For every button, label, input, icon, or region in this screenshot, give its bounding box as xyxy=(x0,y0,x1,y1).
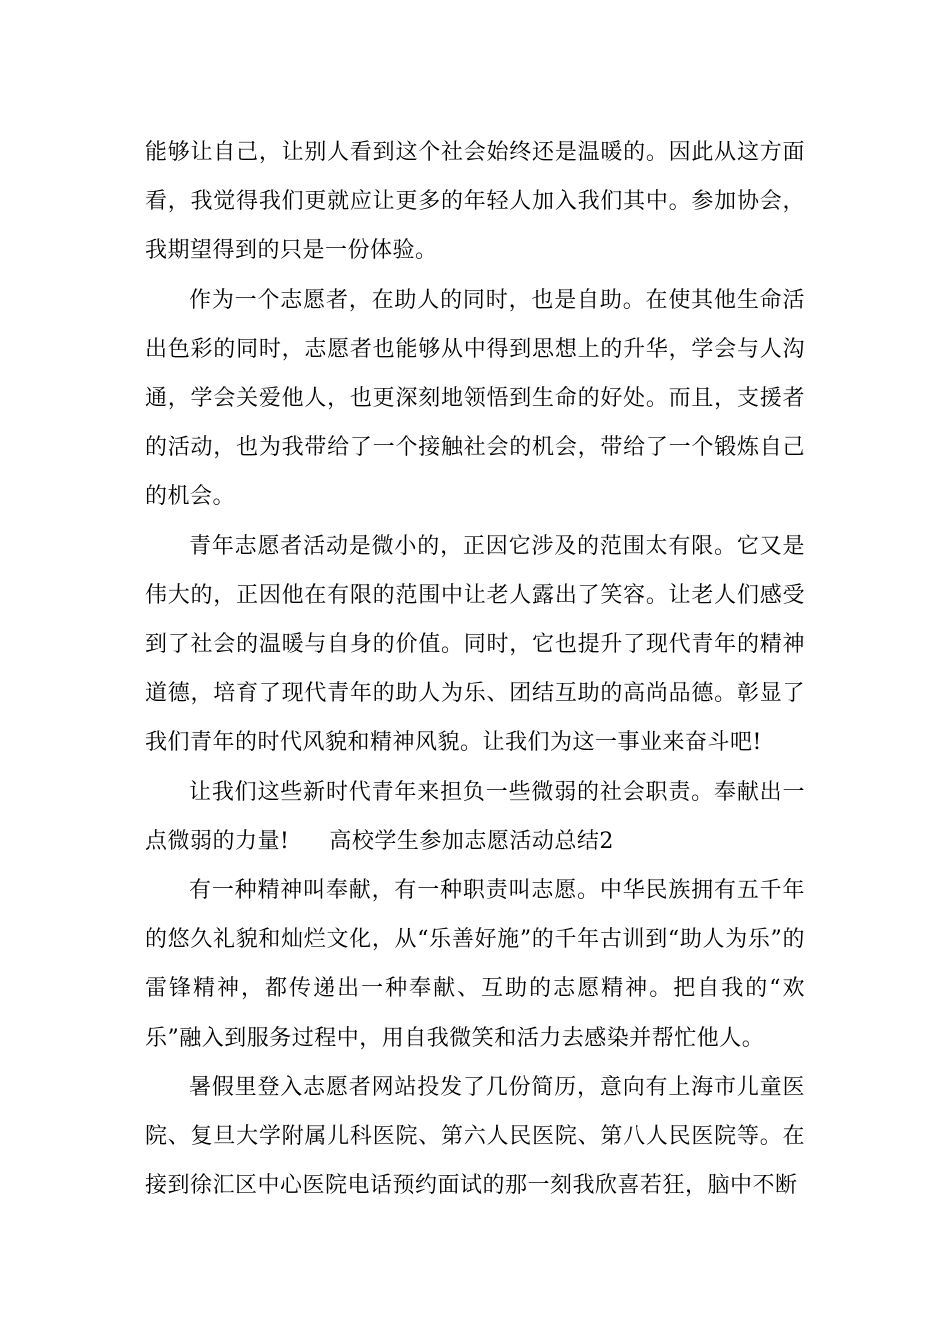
paragraph-5: 有一种精神叫奉献，有一种职责叫志愿。中华民族拥有五千年的悠久礼貌和灿烂文化，从“乐善好施”的千年古训到“助人为乐”的雷锋精神，都传递出一种奉献、互助的志愿精神。把自我的“欢乐”融入到服务过程中，用自我微笑和活力去感染并帮忙他人。 xyxy=(145,878,805,1051)
section-title: 高校学生参加志愿活动总结2 xyxy=(329,828,614,854)
paragraph-3: 青年志愿者活动是微小的，正因它涉及的范围太有限。它又是伟大的，正因他在有限的范围中让老人露出了笑容。让老人们感受到了社会的温暖与自身的价值。同时，它也提升了现代青年的精神道德，培育了现代青年的助人为乐、团结互助的高尚品德。彰显了我们青年的时代风貌和精神风貌。让我们为这一事业来奋斗吧! xyxy=(145,533,805,756)
paragraph-2: 作为一个志愿者，在助人的同时，也是自助。在使其他生命活出色彩的同时，志愿者也能够从中得到思想上的升华，学会与人沟通，学会关爱他人，也更深刻地领悟到生命的好处。而且，支援者的活动，也为我带给了一个接触社会的机会，带给了一个锻炼自己的机会。 xyxy=(145,287,805,510)
paragraph-1: 能够让自己，让别人看到这个社会始终还是温暖的。因此从这方面看，我觉得我们更就应让更多的年轻人加入我们其中。参加协会，我期望得到的只是一份体验。 xyxy=(145,140,805,264)
paragraph-6: 暑假里登入志愿者网站投发了几份简历，意向有上海市儿童医院、复旦大学附属儿科医院、第六人民医院、第八人民医院等。在接到徐汇区中心医院电话预约面试的那一刻我欣喜若狂，脑中不断 xyxy=(145,1074,805,1199)
paragraph-4-text: 让我们这些新时代青年来担负一些微弱的社会职责。奉献出一点微弱的力量! xyxy=(145,779,805,854)
document-page xyxy=(145,128,805,1210)
paragraph-4 xyxy=(145,768,805,866)
